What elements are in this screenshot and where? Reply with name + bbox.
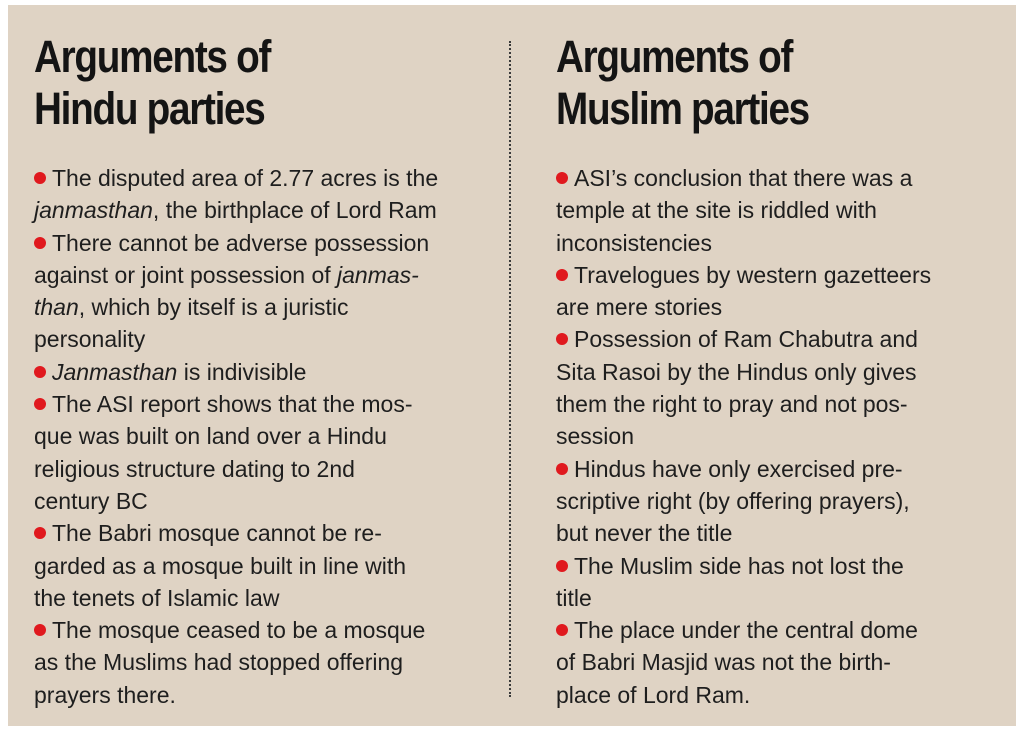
- argument-text: as the Muslims had stopped offering: [34, 649, 404, 676]
- argument-line: [34, 582, 494, 614]
- argument-line: [556, 517, 1016, 549]
- red-bullet-icon: [556, 269, 568, 281]
- red-bullet-icon: [556, 333, 568, 345]
- argument-line: [556, 614, 1016, 646]
- heading-line: Hindu parties: [34, 83, 265, 134]
- argument-text: personality: [34, 326, 146, 353]
- argument-text: century BC: [34, 487, 148, 514]
- argument-line: [556, 550, 1016, 582]
- argument-line: [34, 646, 494, 678]
- argument-line: [34, 194, 494, 226]
- red-bullet-icon: [556, 463, 568, 475]
- argument-text: The Babri mosque cannot be re-: [52, 520, 382, 547]
- argument-line: [556, 420, 1016, 452]
- argument-item: [34, 356, 494, 388]
- argument-text: session: [556, 423, 634, 450]
- argument-item: [556, 162, 1016, 259]
- argument-text: , the birthplace of Lord Ram: [152, 197, 437, 224]
- argument-text: ASI’s conclusion that there was a: [574, 165, 913, 191]
- argument-text: religious structure dating to 2nd: [34, 455, 355, 482]
- argument-line: [556, 582, 1016, 614]
- argument-text: them the right to pray and not pos-: [556, 391, 908, 418]
- argument-line: [34, 453, 494, 485]
- argument-text: janmas-: [337, 261, 419, 288]
- argument-line: [34, 162, 494, 194]
- argument-text: , which by itself is a juristic: [78, 294, 349, 321]
- argument-text: is indivisible: [177, 358, 307, 385]
- argument-text: There cannot be adverse possession: [52, 229, 430, 256]
- red-bullet-icon: [556, 624, 568, 636]
- argument-item: [556, 550, 1016, 615]
- argument-line: [556, 485, 1016, 517]
- heading-line: Arguments of: [34, 31, 271, 82]
- argument-text: but never the title: [556, 520, 733, 547]
- argument-text: are mere stories: [556, 294, 723, 321]
- argument-text: temple at the site is riddled with: [556, 197, 877, 224]
- argument-text: inconsistencies: [556, 229, 712, 256]
- argument-line: [556, 259, 1016, 291]
- red-bullet-icon: [34, 366, 46, 378]
- red-bullet-icon: [34, 172, 46, 184]
- argument-line: [556, 453, 1016, 485]
- argument-line: [34, 227, 494, 259]
- hindu-arguments-heading: [34, 31, 430, 135]
- muslim-arguments-heading: [556, 31, 952, 135]
- argument-text: Sita Rasoi by the Hindus only gives: [556, 358, 917, 385]
- argument-text: the tenets of Islamic law: [34, 584, 280, 611]
- argument-text: title: [556, 584, 592, 611]
- argument-text: The mosque ceased to be a mosque: [52, 617, 426, 644]
- argument-item: [556, 259, 1016, 324]
- argument-line: [34, 420, 494, 452]
- hindu-arguments-list: [34, 162, 494, 711]
- red-bullet-icon: [34, 624, 46, 636]
- argument-line: [556, 356, 1016, 388]
- argument-line: [34, 517, 494, 549]
- infographic-panel: [8, 5, 1016, 726]
- argument-text: than: [34, 294, 79, 321]
- argument-line: [556, 388, 1016, 420]
- argument-line: [556, 323, 1016, 355]
- argument-item: [34, 162, 494, 227]
- argument-item: [556, 323, 1016, 452]
- argument-line: [34, 388, 494, 420]
- muslim-arguments-list: [556, 162, 1016, 711]
- argument-text: against or joint possession of: [34, 261, 338, 288]
- argument-item: [556, 614, 1016, 711]
- dotted-divider: [509, 41, 511, 697]
- argument-item: [34, 614, 494, 711]
- argument-item: [34, 517, 494, 614]
- argument-line: [34, 614, 494, 646]
- argument-text: of Babri Masjid was not the birth-: [556, 649, 891, 676]
- argument-text: que was built on land over a Hindu: [34, 423, 387, 450]
- argument-item: [556, 453, 1016, 550]
- argument-line: [34, 356, 494, 388]
- argument-line: [556, 162, 1016, 194]
- argument-item: [34, 388, 494, 517]
- argument-text: janmasthan: [34, 197, 153, 224]
- heading-line: Arguments of: [556, 31, 793, 82]
- argument-text: place of Lord Ram.: [556, 681, 751, 708]
- red-bullet-icon: [34, 527, 46, 539]
- argument-text: Travelogues by western gazetteers: [574, 261, 932, 288]
- argument-item: [34, 227, 494, 356]
- argument-text: The ASI report shows that the mos-: [52, 391, 413, 418]
- argument-line: [34, 259, 494, 291]
- red-bullet-icon: [34, 237, 46, 249]
- red-bullet-icon: [34, 398, 46, 410]
- argument-text: prayers there.: [34, 681, 176, 708]
- argument-text: The disputed area of 2.77 acres is the: [52, 165, 439, 191]
- argument-line: [34, 323, 494, 355]
- argument-line: [34, 679, 494, 711]
- argument-text: Janmasthan: [52, 358, 178, 385]
- heading-line: Muslim parties: [556, 83, 809, 134]
- argument-line: [556, 227, 1016, 259]
- argument-text: scriptive right (by offering prayers),: [556, 487, 910, 514]
- argument-line: [34, 485, 494, 517]
- argument-text: The place under the central dome: [574, 617, 918, 644]
- red-bullet-icon: [556, 172, 568, 184]
- argument-text: Hindus have only exercised pre-: [574, 455, 903, 482]
- red-bullet-icon: [556, 560, 568, 572]
- argument-line: [34, 291, 494, 323]
- argument-line: [556, 291, 1016, 323]
- argument-text: The Muslim side has not lost the: [574, 552, 904, 579]
- argument-line: [556, 646, 1016, 678]
- argument-text: Possession of Ram Chabutra and: [574, 326, 918, 353]
- argument-text: garded as a mosque built in line with: [34, 552, 407, 579]
- argument-line: [34, 550, 494, 582]
- argument-line: [556, 679, 1016, 711]
- argument-line: [556, 194, 1016, 226]
